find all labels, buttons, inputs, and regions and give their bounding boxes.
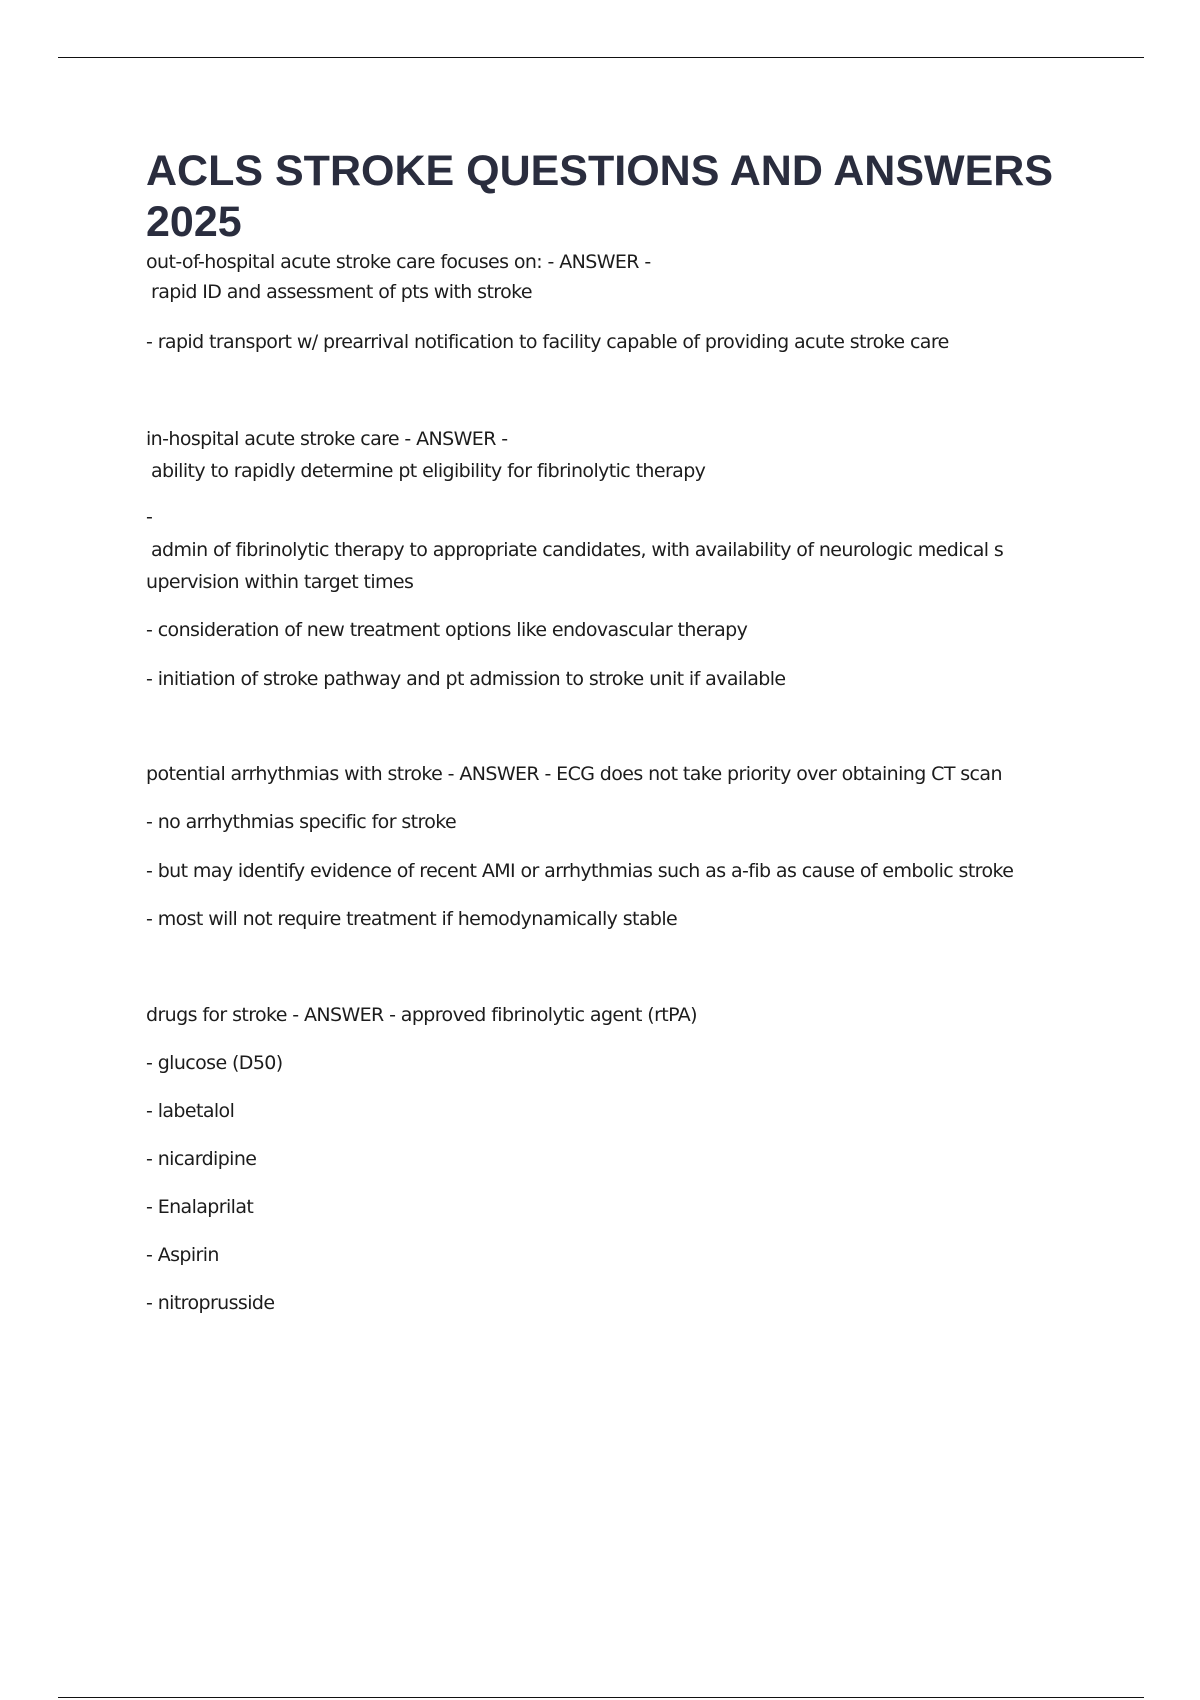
question-2: in-hospital acute stroke care - ANSWER -: [146, 428, 508, 450]
answer-4-item-1: - glucose (D50): [146, 1052, 283, 1074]
answer-3-line-3: - most will not require treatment if hemodynamically stable: [146, 908, 678, 930]
answer-2-line-4: - consideration of new treatment options like endovascular therapy: [146, 619, 748, 641]
question-1: out-of-hospital acute stroke care focuses on: - ANSWER -: [146, 251, 651, 273]
answer-2-dash: -: [146, 506, 153, 528]
answer-3-line-2: - but may identify evidence of recent AMI or arrhythmias such as a-fib as cause of embolic stroke: [146, 860, 1014, 882]
answer-4-item-6: - nitroprusside: [146, 1292, 275, 1314]
answer-2-line-5: - initiation of stroke pathway and pt admission to stroke unit if available: [146, 668, 786, 690]
bottom-rule: [58, 1697, 1144, 1698]
answer-4-item-2: - labetalol: [146, 1100, 235, 1122]
answer-2-line-1: ability to rapidly determine pt eligibility for fibrinolytic therapy: [151, 460, 706, 482]
page-title: [146, 146, 1106, 248]
answer-1-line-2: - rapid transport w/ prearrival notification to facility capable of providing acute stroke care: [146, 331, 949, 353]
answer-2-line-2: admin of fibrinolytic therapy to appropriate candidates, with availability of neurologic medical s: [151, 539, 1004, 561]
answer-4-item-3: - nicardipine: [146, 1148, 257, 1170]
question-4: drugs for stroke - ANSWER - approved fibrinolytic agent (rtPA): [146, 1004, 697, 1026]
question-3: potential arrhythmias with stroke - ANSWER - ECG does not take priority over obtaining CT scan: [146, 763, 1002, 785]
answer-2-line-3: upervision within target times: [146, 571, 414, 593]
answer-1-line-1: rapid ID and assessment of pts with stroke: [151, 281, 532, 303]
answer-3-line-1: - no arrhythmias specific for stroke: [146, 811, 457, 833]
answer-4-item-5: - Aspirin: [146, 1244, 219, 1266]
top-rule: [58, 57, 1144, 58]
answer-4-item-4: - Enalaprilat: [146, 1196, 254, 1218]
title-line-2: 2025: [146, 198, 242, 246]
title-line-1: ACLS STROKE QUESTIONS AND ANSWERS: [146, 147, 1054, 195]
